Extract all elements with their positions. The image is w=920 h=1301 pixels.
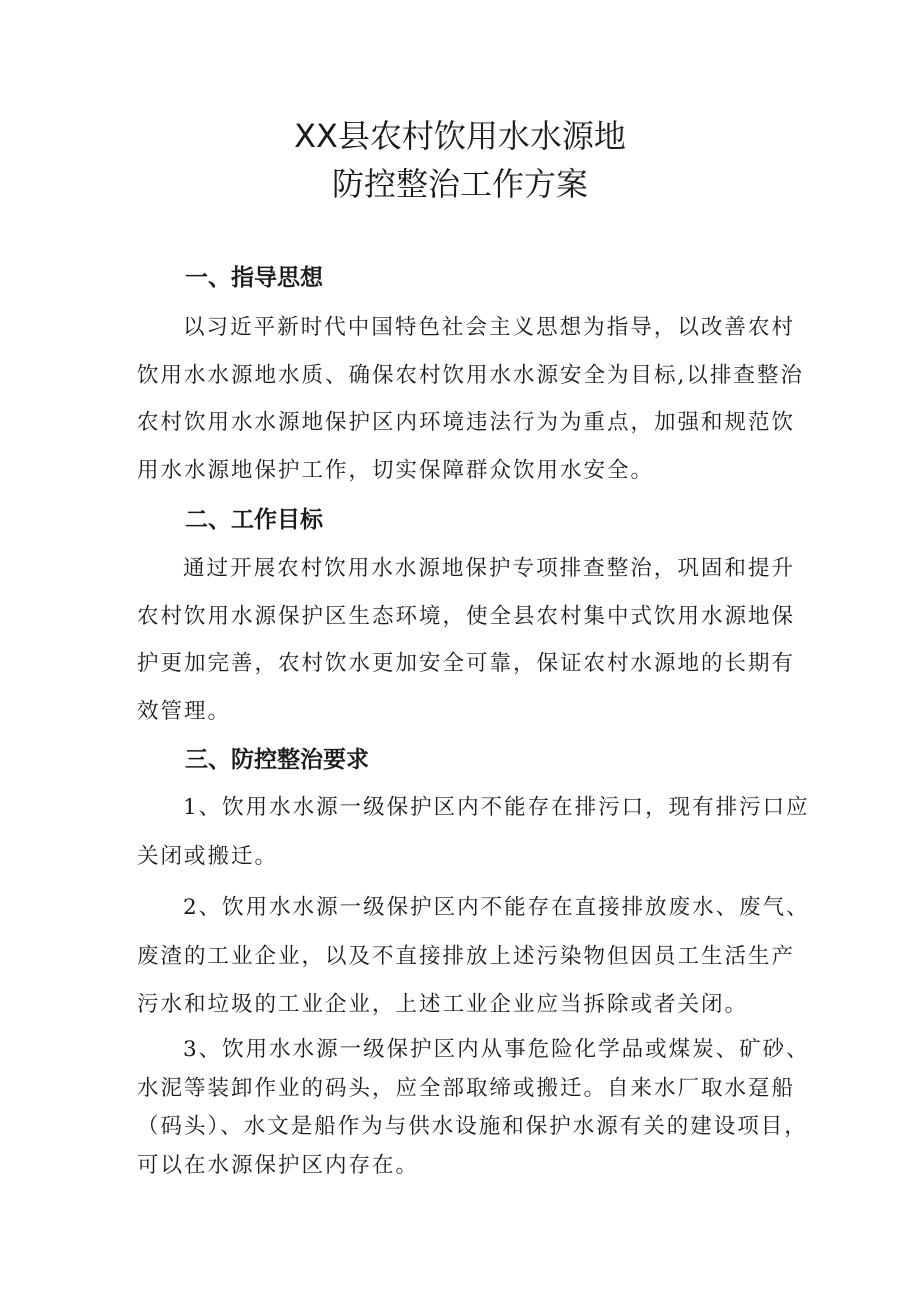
- paragraph-requirement-2: [137, 884, 810, 1030]
- section-heading-guiding-ideology: 一、指导思想: [185, 265, 323, 291]
- paragraph-line: 2、饮用水水源一级保护区内不能存在直接排放废水、废气、: [183, 895, 810, 920]
- paragraph-line: 关闭或搬迁。: [137, 843, 279, 869]
- paragraph-line: 农村饮用水源保护区生态环境，使全县农村集中式饮用水源地保: [137, 603, 796, 629]
- paragraph-line: 通过开展农村饮用水水源地保护专项排查整治，巩固和提升: [183, 556, 795, 581]
- paragraph-work-goals: [137, 545, 795, 735]
- paragraph-requirement-3: [137, 1031, 810, 1185]
- paragraph-line: 用水水源地保护工作，切实保障群众饮用水安全。: [137, 457, 655, 483]
- paragraph-guiding-ideology: [137, 304, 804, 494]
- paragraph-line: 3、饮用水水源一级保护区内从事危险化学品或煤炭、矿砂、: [183, 1037, 810, 1062]
- paragraph-line: 饮用水水源地水质、确保农村饮用水水源安全为目标,以排查整治: [137, 362, 804, 388]
- paragraph-line: 污水和垃圾的工业企业，上述工业企业应当拆除或者关闭。: [137, 992, 749, 1017]
- paragraph-line: 效管理。: [137, 698, 232, 724]
- paragraph-line: 以习近平新时代中国特色社会主义思想为指导，以改善农村: [183, 315, 795, 340]
- section-heading-work-goals: 二、工作目标: [185, 507, 323, 533]
- paragraph-line: 废渣的工业企业，以及不直接排放上述污染物但因员工生活生产: [137, 943, 796, 969]
- paragraph-line: （码头）、水文是船作为与供水设施和保护水源有关的建设项目，: [137, 1114, 808, 1139]
- document-title-line2: 防控整治工作方案: [331, 165, 588, 203]
- paragraph-line: 可以在水源保护区内存在。: [137, 1152, 420, 1178]
- paragraph-line: 水泥等装卸作业的码头，应全部取缔或搬迁。自来水厂取水趸船: [137, 1075, 796, 1101]
- paragraph-line: 1、饮用水水源一级保护区内不能存在排污口，现有排污口应: [183, 795, 810, 820]
- document-title-line1: XX县农村饮用水水源地: [294, 117, 626, 155]
- paragraph-line: 护更加完善，农村饮水更加安全可靠，保证农村水源地的长期有: [137, 651, 796, 677]
- section-heading-control-requirements: 三、防控整治要求: [185, 747, 369, 773]
- paragraph-requirement-1: [137, 784, 810, 881]
- paragraph-line: 农村饮用水水源地保护区内环境违法行为为重点，加强和规范饮: [137, 410, 796, 436]
